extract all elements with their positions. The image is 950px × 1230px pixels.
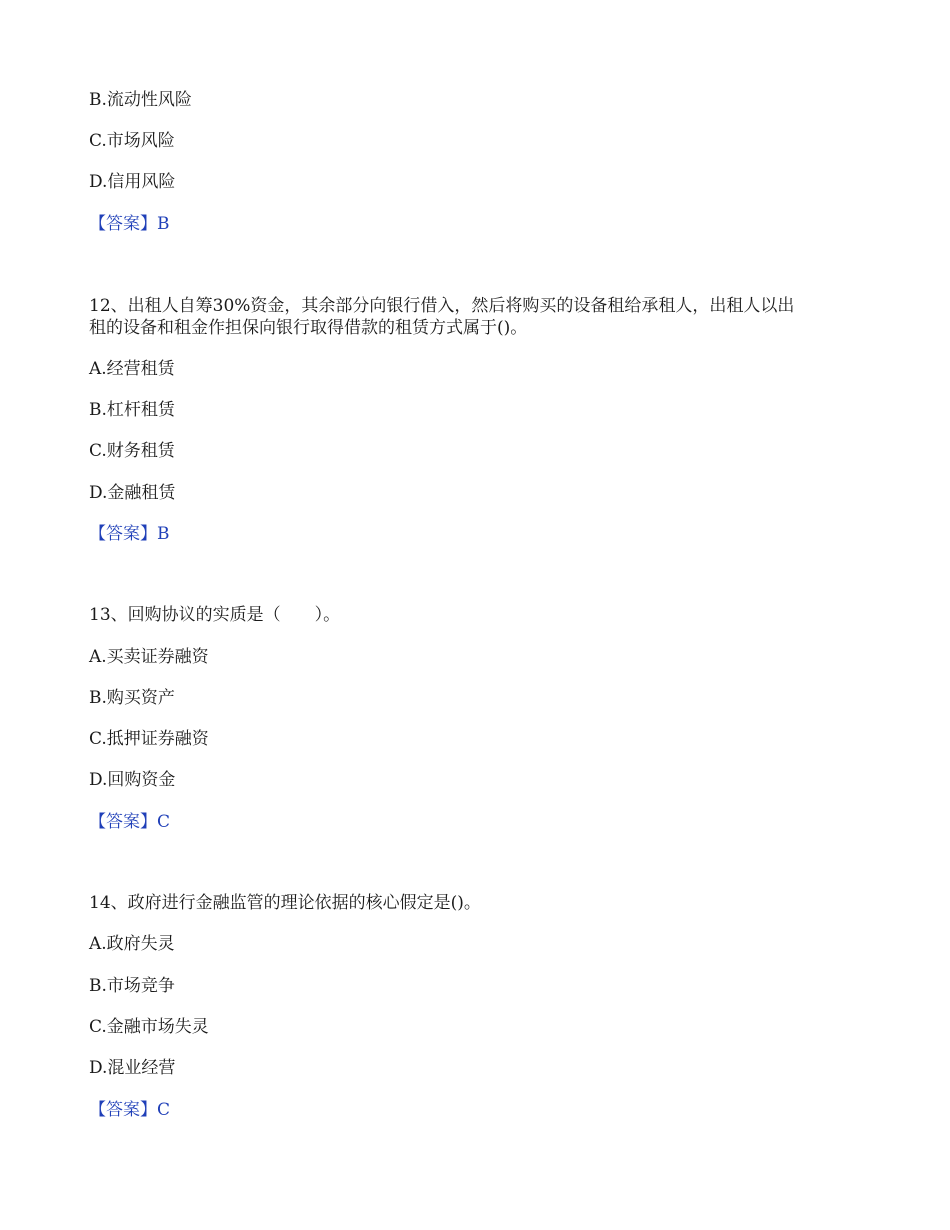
question-12-option-d: D.金融租赁 [89, 483, 176, 503]
question-12-option-c: C.财务租赁 [89, 441, 175, 461]
question-13-option-b: B.购买资产 [89, 688, 175, 708]
question-12-answer: 【答案】B [89, 524, 170, 544]
question-14-option-c: C.金融市场失灵 [89, 1017, 209, 1037]
option-c: C.市场风险 [89, 131, 175, 151]
option-d: D.信用风险 [89, 172, 176, 192]
question-14-stem: 14、政府进行金融监管的理论依据的核心假定是()。 [89, 893, 481, 913]
question-13-option-c: C.抵押证券融资 [89, 729, 209, 749]
option-b: B.流动性风险 [89, 90, 192, 110]
question-14-option-a: A.政府失灵 [89, 934, 175, 954]
question-12-stem-line-1: 12、出租人自筹30%资金，其余部分向银行借入，然后将购买的设备租给承租人，出租人以出 [89, 296, 795, 316]
question-12-stem-line-2: 租的设备和租金作担保向银行取得借款的租赁方式属于()。 [89, 318, 528, 338]
question-12-option-a: A.经营租赁 [89, 359, 175, 379]
question-13-option-d: D.回购资金 [89, 770, 176, 790]
question-13-option-a: A.买卖证券融资 [89, 647, 209, 667]
question-12-option-b: B.杠杆租赁 [89, 400, 175, 420]
question-14-answer: 【答案】C [89, 1100, 171, 1120]
question-13-stem: 13、回购协议的实质是（ ）。 [89, 605, 341, 625]
answer-label: 【答案】B [89, 214, 170, 234]
question-13-answer: 【答案】C [89, 812, 171, 832]
question-14-option-d: D.混业经营 [89, 1058, 176, 1078]
question-14-option-b: B.市场竞争 [89, 976, 175, 996]
